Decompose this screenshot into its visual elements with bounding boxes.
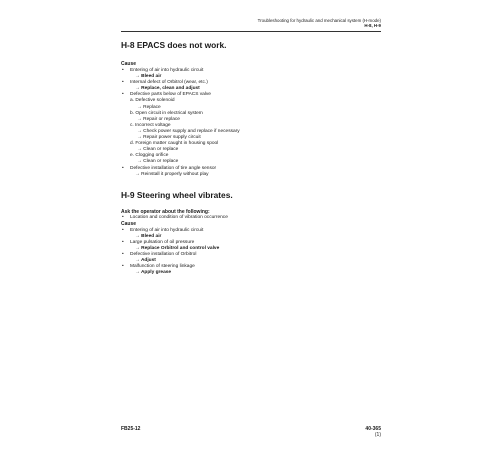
- sub-cause-list: [130, 98, 381, 165]
- bullet: •: [122, 214, 124, 220]
- remedy-text: → Repair power supply circuit: [137, 135, 201, 141]
- remedy-text: → Reinstall it properly without play: [135, 171, 209, 177]
- remedy-text: → Check power supply and replace if necessary: [137, 128, 240, 134]
- page-number: 40-365: [365, 426, 381, 432]
- cause-text: Defective installation of Orbitrol: [130, 252, 197, 258]
- running-head-section: H-8, H-9: [364, 23, 381, 29]
- section-h9: [121, 190, 381, 277]
- remedy-text: → Clean or replace: [137, 159, 179, 165]
- footer-page-info: [365, 426, 381, 438]
- section-h8-title: H-8 EPACS does not work.: [121, 40, 227, 50]
- bullet: •: [122, 264, 124, 270]
- list-item: [121, 166, 381, 178]
- remedy-text: → Clean or replace: [137, 147, 179, 153]
- sub-list-item: [130, 98, 381, 110]
- section-h9-title: H-9 Steering wheel vibrates.: [121, 189, 233, 200]
- ask-text: Location and condition of vibration occurrence: [130, 214, 228, 220]
- remedy-text: → Replace: [137, 104, 161, 110]
- remedy-text: → Bleed air: [135, 233, 162, 239]
- list-item: [121, 252, 381, 264]
- sub-cause-text: a. Defective solenoid: [130, 98, 175, 104]
- sub-cause-text: b. Open circuit in electrical system: [130, 110, 203, 116]
- h9-cause-list: [121, 228, 381, 277]
- sub-list-item: [130, 111, 381, 123]
- bullet: •: [122, 252, 124, 258]
- running-head: [258, 18, 381, 29]
- cause-text: Defective installation of tire angle sensor: [130, 165, 217, 171]
- h9-ask-list: [121, 215, 381, 221]
- sub-list-item: [130, 123, 381, 141]
- list-item: [121, 264, 381, 276]
- remedy-text: → Bleed air: [135, 74, 162, 80]
- bullet: •: [122, 92, 124, 98]
- bullet: •: [122, 80, 124, 86]
- list-item: [121, 68, 381, 80]
- cause-text: Large pulsation of oil pressure: [130, 239, 195, 245]
- remedy-text: → Adjust: [135, 258, 156, 264]
- section-h8: [121, 40, 381, 178]
- cause-text: Entering of air into hydraulic circuit: [130, 68, 204, 73]
- h8-cause-list: [121, 68, 381, 178]
- list-item: [121, 228, 381, 240]
- bullet: •: [122, 165, 124, 171]
- h9-ask-label: Ask the operator about the following:: [121, 208, 210, 215]
- list-item: [121, 215, 381, 221]
- cause-text: Defective parts below of EPACS valve: [130, 92, 211, 98]
- h8-cause-label: Cause: [121, 61, 137, 67]
- h9-cause-label: Cause: [121, 220, 137, 227]
- bullet: •: [122, 68, 124, 73]
- list-item: [121, 240, 381, 252]
- sub-cause-text: d. Foreign matter caught in housing spool: [130, 141, 219, 147]
- cause-text: Malfunction of steering linkage: [130, 264, 195, 270]
- remedy-text: → Repair or replace: [137, 116, 180, 122]
- header-divider: [121, 31, 381, 32]
- cause-text: Entering of air into hydraulic circuit: [130, 227, 204, 233]
- sub-list-item: [130, 153, 381, 165]
- footer-model: FB25-12: [121, 426, 141, 432]
- page-revision: (1): [374, 432, 381, 438]
- cause-text: Internal defect of Orbitrol (wear, etc.): [130, 80, 208, 86]
- remedy-text: → Replace Orbitrol and control valve: [135, 246, 220, 252]
- bullet: •: [122, 239, 124, 245]
- list-item: [121, 92, 381, 165]
- bullet: •: [122, 227, 124, 233]
- sub-list-item: [130, 141, 381, 153]
- page-content: [121, 36, 381, 277]
- remedy-text: → Replace, clean and adjust: [135, 86, 200, 92]
- sub-cause-text: e. Clogging orifice: [130, 153, 169, 159]
- remedy-text: → Apply grease: [135, 270, 172, 276]
- sub-cause-text: c. Incorrect voltage: [130, 122, 171, 128]
- list-item: [121, 80, 381, 92]
- running-head-title: Troubleshooting for hydraulic and mechanical system (H-mode): [257, 18, 381, 23]
